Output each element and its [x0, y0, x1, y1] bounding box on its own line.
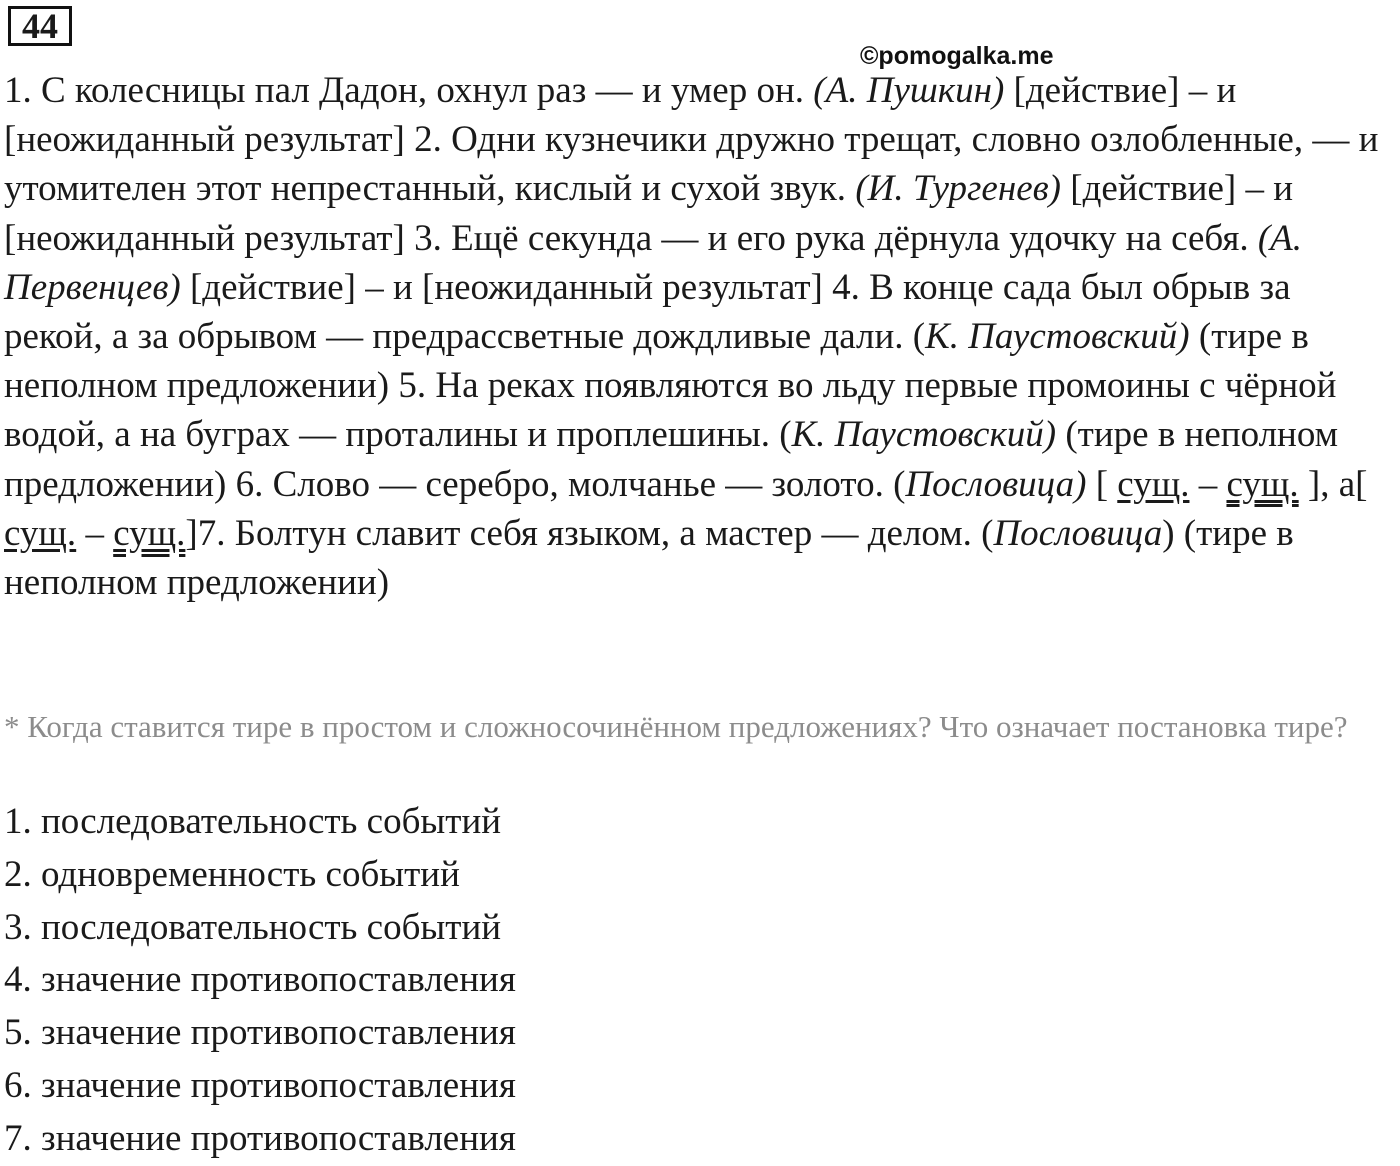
predicate-noun: сущ. [113, 512, 186, 554]
sentence-2-author: (И. Тургенев) [855, 168, 1061, 210]
scheme-dash: – [76, 512, 114, 554]
exercise-number: 44 [8, 6, 72, 46]
sentence-5-scheme: (тире в неполном предложении) [4, 414, 1339, 505]
list-item: 3. последовательность событий [4, 906, 502, 948]
sentence-7-scheme: ) (тире в неполном предложении) [4, 512, 1294, 604]
question: * Когда ставится тире в простом и сложносочинённом предложениях? Что означает постановка тире? [4, 709, 1348, 744]
sentence-4-scheme: (тире в неполном предложении) [4, 316, 1309, 407]
sentence-1: 1. С колесницы пал Дадон, охнул раз — и умер он. [4, 70, 814, 111]
sentence-3-author: (А. Первенцев) [4, 217, 1303, 308]
list-item: 5. значение противопоставления [4, 1012, 516, 1054]
sentence-2-scheme: [действие] – и [неожиданный результат] [4, 168, 1294, 259]
exercise-text [4, 66, 1396, 607]
scheme-mid: ], а[ [1298, 463, 1368, 505]
sentence-7: 7. Болтун славит себя языком, а мастер — делом. ( [197, 512, 994, 554]
scheme-open: [ [1086, 463, 1118, 505]
sentence-3: 3. Ещё секунда — и его рука дёрнула удочку на себя. [414, 217, 1258, 259]
subject-noun: сущ. [1117, 463, 1190, 505]
sentence-5: 5. На реках появляются во льду первые промоины с чёрной водой, а на буграх — проталины и проплешины. ( [4, 365, 1337, 456]
sentence-5-author: К. Паустовский) [791, 414, 1057, 456]
predicate-noun: сущ. [1226, 463, 1299, 505]
sentence-6: 6. Слово — серебро, молчанье — золото. ( [235, 463, 906, 505]
answer-list [4, 796, 516, 1166]
scheme-close: ] [185, 512, 198, 554]
sentence-7-author: Пословица [993, 512, 1163, 554]
watermark: ©pomogalka.me [860, 42, 1054, 70]
scheme-dash: – [1189, 463, 1227, 505]
sentence-6-author: Пословица) [905, 463, 1087, 505]
list-item: 6. значение противопоставления [4, 1064, 516, 1106]
sentence-2: 2. Одни кузнечики дружно трещат, словно озлобленные, — и утомителен этот непрестанный, кислый и сухой звук. [4, 119, 1379, 210]
subject-noun: сущ. [4, 512, 77, 554]
list-item: 7. значение противопоставления [4, 1117, 516, 1159]
sentence-3-scheme: [действие] – и [неожиданный результат] [180, 266, 833, 308]
list-item: 2. одновременность событий [4, 853, 460, 895]
sentence-1-scheme: [действие] – и [неожиданный результат] [4, 70, 1237, 161]
sentence-4-author: К. Паустовский) [925, 316, 1190, 358]
sentence-4: 4. В конце сада был обрыв за рекой, а за обрывом — предрассветные дождливые дали. ( [4, 266, 1291, 358]
sentence-1-author: (А. Пушкин) [813, 70, 1005, 111]
list-item: 4. значение противопоставления [4, 959, 516, 1001]
list-item: 1. последовательность событий [4, 801, 502, 842]
